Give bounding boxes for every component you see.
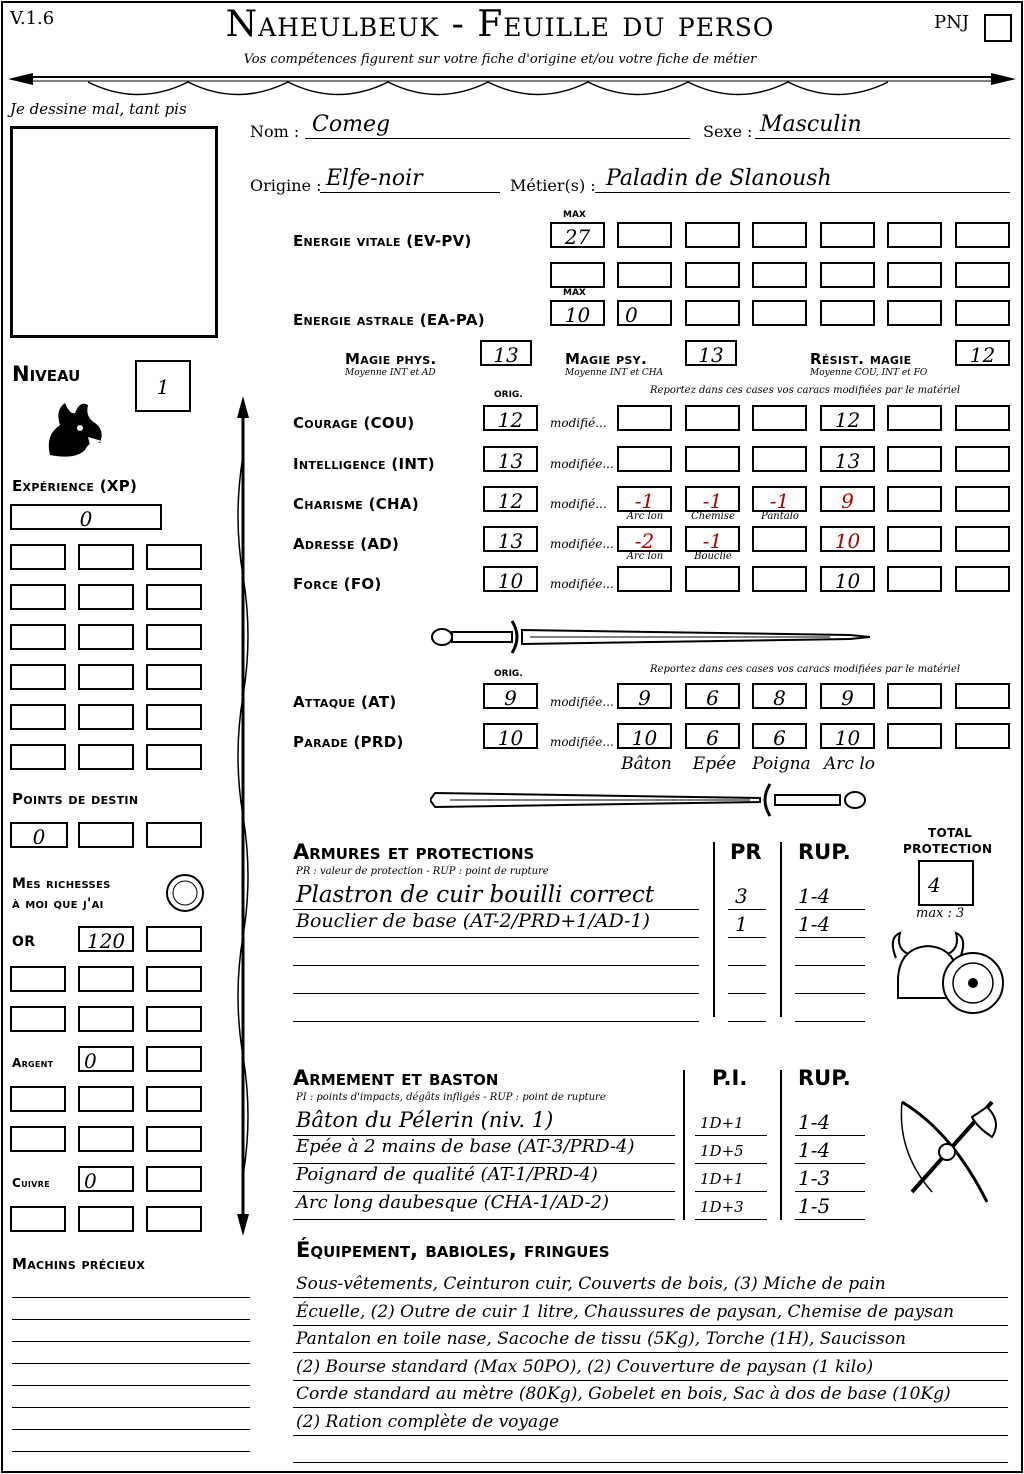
combat-mod-box-4[interactable]: 10 xyxy=(820,723,875,749)
carac-sub-note-3: Pantalo xyxy=(761,511,799,522)
xp-box-r3-c2[interactable] xyxy=(78,624,134,650)
xp-box-r6-c1[interactable] xyxy=(10,744,66,770)
money-box-r7-c3[interactable] xyxy=(146,1166,202,1192)
armor-name-line[interactable] xyxy=(293,936,699,938)
machins-line-2[interactable] xyxy=(12,1318,250,1320)
equipment-line-text: (2) Bourse standard (Max 50PO), (2) Couverture de paysan (1 kilo) xyxy=(296,1356,874,1377)
carac-mod-box-5[interactable] xyxy=(887,486,942,512)
carac-mod-box-4[interactable]: 10 xyxy=(820,566,875,592)
carac-mod-box-3[interactable]: -1 xyxy=(752,486,807,512)
vital-box-r3-c3[interactable] xyxy=(685,300,740,326)
carac-mod-box-2[interactable] xyxy=(685,446,740,472)
carac-mod-box-1[interactable] xyxy=(617,566,672,592)
money-box-r2-c2[interactable] xyxy=(78,966,134,992)
vital-box-r2-c5[interactable] xyxy=(820,262,875,288)
ev-max-label: MAX xyxy=(563,210,586,220)
origine-value: Elfe-noir xyxy=(326,166,423,191)
combat-mod-label: modifiée... xyxy=(550,735,614,749)
carac-mod-box-5[interactable] xyxy=(887,526,942,552)
weapon-item-rup: 1-4 xyxy=(798,1138,831,1162)
equipment-line-text: Sous-vêtements, Ceinturon cuir, Couverts de bois, (3) Miche de pain xyxy=(296,1274,886,1294)
combat-mod-box-2[interactable]: 6 xyxy=(685,683,740,709)
money-box-r4-c3[interactable] xyxy=(146,1046,202,1072)
weapon-pi-line[interactable] xyxy=(695,1134,767,1136)
carac-mod-box-6[interactable] xyxy=(955,566,1010,592)
carac-mod-box-2[interactable] xyxy=(685,566,740,592)
equipment-line[interactable] xyxy=(293,1351,1008,1353)
vital-box-r1-c6[interactable] xyxy=(887,222,942,248)
orig-label: ORIG. xyxy=(494,390,523,400)
vital-box-r1-c7[interactable] xyxy=(955,222,1010,248)
money-box-r8-c3[interactable] xyxy=(146,1206,202,1232)
cuivre-label: Cuivre xyxy=(12,1176,50,1190)
carac-mod-box-2[interactable]: -1 xyxy=(685,526,740,552)
carac-mod-box-2[interactable] xyxy=(685,405,740,431)
weapon-item-pi: 1D+1 xyxy=(700,1170,744,1188)
armor-pr-line[interactable] xyxy=(728,964,766,966)
niveau-label: Niveau xyxy=(12,362,81,386)
carac-label: Courage (COU) xyxy=(293,414,415,432)
armor-pr-line[interactable] xyxy=(728,908,766,910)
money-box-r3-c3[interactable] xyxy=(146,1006,202,1032)
xp-box-r1-c1[interactable] xyxy=(10,544,66,570)
machins-line-1[interactable] xyxy=(12,1296,250,1298)
weapon-item-rup: 1-5 xyxy=(798,1194,831,1218)
combat-orig-box[interactable]: 9 xyxy=(483,683,538,709)
metier-value: Paladin de Slanoush xyxy=(606,166,832,191)
carac-mod-box-1[interactable]: -1 xyxy=(617,486,672,512)
weapon-name-line[interactable] xyxy=(293,1218,675,1220)
vital-box-r2-c2[interactable] xyxy=(617,262,672,288)
weapon-rup-line[interactable] xyxy=(795,1134,865,1136)
magie-phys-label: Magie phys. xyxy=(345,350,437,368)
vital-box-r1-c3[interactable] xyxy=(685,222,740,248)
richesses-label-1: Mes richesses xyxy=(12,876,111,892)
carac-mod-box-4[interactable]: 9 xyxy=(820,486,875,512)
carac-orig-box[interactable]: 13 xyxy=(483,526,538,552)
armor-name-line[interactable] xyxy=(293,964,699,966)
carac-mod-box-2[interactable]: -1 xyxy=(685,486,740,512)
carac-label: Force (FO) xyxy=(293,575,382,593)
ea-max-label: MAX xyxy=(563,288,586,298)
armor-name-line[interactable] xyxy=(293,1020,699,1022)
richesses-label-2: à moi que j'ai xyxy=(12,896,104,912)
weapon-pi-line[interactable] xyxy=(695,1162,767,1164)
page-subtitle: Vos compétences figurent sur votre fiche d'origine et/ou votre fiche de métier xyxy=(243,52,757,67)
vital-box-r2-c7[interactable] xyxy=(955,262,1010,288)
combat-orig-box[interactable]: 10 xyxy=(483,723,538,749)
niveau-box[interactable]: 1 xyxy=(135,360,191,412)
machins-line-5[interactable] xyxy=(12,1384,250,1386)
carac-mod-label: modifié... xyxy=(550,416,607,430)
combat-weapon-label-4: Arc lo xyxy=(824,754,875,774)
vital-box-r3-c5[interactable] xyxy=(820,300,875,326)
equipment-title: Équipement, babioles, fringues xyxy=(296,1238,610,1262)
sword-icon xyxy=(430,780,870,820)
vital-box-r1-c1[interactable]: 27 xyxy=(550,222,605,248)
carac-orig-box[interactable]: 10 xyxy=(483,566,538,592)
machins-line-4[interactable] xyxy=(12,1362,250,1364)
armor-title: Armures et protections xyxy=(293,840,535,864)
equipment-line-text: Corde standard au mètre (80Kg), Gobelet en bois, Sac à dos de base (10Kg) xyxy=(296,1384,951,1404)
carac-label: Charisme (CHA) xyxy=(293,495,419,513)
carac-mod-box-6[interactable] xyxy=(955,446,1010,472)
carac-label: Adresse (AD) xyxy=(293,535,400,553)
portrait-box[interactable] xyxy=(10,126,218,338)
weapon-item-name: Arc long daubesque (CHA-1/AD-2) xyxy=(296,1192,609,1213)
total-max-note: max : 3 xyxy=(916,906,965,921)
dragon-icon xyxy=(40,395,110,465)
xp-box-r5-c2[interactable] xyxy=(78,704,134,730)
carac-mod-label: modifiée... xyxy=(550,457,614,471)
weapon-item-name: Poignard de qualité (AT-1/PRD-4) xyxy=(296,1164,598,1185)
xp-box-r4-c3[interactable] xyxy=(146,664,202,690)
machins-line-8[interactable] xyxy=(12,1450,250,1452)
armor-item-rup: 1-4 xyxy=(798,912,831,936)
carac-sub-note-1: Arc lon xyxy=(626,551,664,562)
weapons-note: PI : points d'impacts, dégâts infligés - RUP : point de rupture xyxy=(296,1092,606,1103)
weapon-item-pi: 1D+5 xyxy=(700,1142,744,1160)
machins-line-3[interactable] xyxy=(12,1340,250,1342)
armor-item-name: Plastron de cuir bouilli correct xyxy=(296,882,655,908)
armor-rup-line[interactable] xyxy=(795,992,865,994)
money-box-r1-c3[interactable] xyxy=(146,926,202,952)
weapon-item-pi: 1D+1 xyxy=(700,1114,744,1132)
total-label-1: TOTAL xyxy=(928,826,973,840)
sexe-value: Masculin xyxy=(760,112,862,137)
carac-sub-note-2: Bouclie xyxy=(694,551,732,562)
weapons-rup-header: RUP. xyxy=(798,1066,851,1090)
xp-box-r3-c1[interactable] xyxy=(10,624,66,650)
xp-box[interactable]: 0 xyxy=(10,504,162,530)
magie-psy-note: Moyenne INT et CHA xyxy=(565,368,664,378)
equipment-line-text: Pantalon en toile nase, Sacoche de tissu (5Kg), Torche (1H), Saucisson xyxy=(296,1329,906,1349)
equipment-line[interactable] xyxy=(293,1379,1008,1381)
combat-mod-box-6[interactable] xyxy=(955,683,1010,709)
combat-weapon-label-3: Poigna xyxy=(752,754,811,774)
xp-box-r1-c2[interactable] xyxy=(78,544,134,570)
or-label: OR xyxy=(12,934,36,950)
pnj-checkbox[interactable] xyxy=(984,14,1012,42)
magie-phys-note: Moyenne INT et AD xyxy=(345,368,436,378)
combat-mod-box-1[interactable]: 9 xyxy=(617,683,672,709)
machins-label: Machins précieux xyxy=(12,1255,146,1273)
armor-item-pr: 3 xyxy=(735,884,748,908)
nom-value: Comeg xyxy=(312,112,391,137)
combat-mod-box-5[interactable] xyxy=(887,683,942,709)
or-box[interactable]: 120 xyxy=(78,926,134,952)
combat-mod-box-5[interactable] xyxy=(887,723,942,749)
armor-rup-line[interactable] xyxy=(795,1020,865,1022)
machins-line-7[interactable] xyxy=(12,1428,250,1430)
resist-magie-box[interactable]: 12 xyxy=(955,340,1010,366)
carac-orig-box[interactable]: 13 xyxy=(483,446,538,472)
money-box-r5-c3[interactable] xyxy=(146,1086,202,1112)
ev-label: Energie vitale (EV-PV) xyxy=(293,232,472,250)
armor-rup-line[interactable] xyxy=(795,936,865,938)
weapon-item-rup: 1-4 xyxy=(798,1110,831,1134)
combat-label: Parade (PRD) xyxy=(293,733,404,751)
xp-box-r2-c1[interactable] xyxy=(10,584,66,610)
armor-note: PR : valeur de protection - RUP : point de rupture xyxy=(296,866,549,877)
cuivre-box[interactable]: 0 xyxy=(78,1166,134,1192)
xp-box-r2-c2[interactable] xyxy=(78,584,134,610)
money-box-r2-c1[interactable] xyxy=(10,966,66,992)
money-box-r5-c1[interactable] xyxy=(10,1086,66,1112)
portrait-caption: Je dessine mal, tant pis xyxy=(10,100,187,118)
vital-box-r1-c2[interactable] xyxy=(617,222,672,248)
armor-divider-1 xyxy=(713,842,715,1017)
xp-box-r5-c3[interactable] xyxy=(146,704,202,730)
sexe-label: Sexe : xyxy=(703,122,753,141)
carac-mod-box-1[interactable]: -2 xyxy=(617,526,672,552)
carac-label: Intelligence (INT) xyxy=(293,455,435,473)
armor-name-line[interactable] xyxy=(293,992,699,994)
combat-mod-box-1[interactable]: 10 xyxy=(617,723,672,749)
carac-mod-box-1[interactable] xyxy=(617,405,672,431)
equipment-line-text: Écuelle, (2) Outre de cuir 1 litre, Chaussures de paysan, Chemise de paysan xyxy=(296,1301,955,1322)
equipment-line[interactable] xyxy=(293,1296,1008,1298)
xp-box-r4-c2[interactable] xyxy=(78,664,134,690)
carac-mod-box-6[interactable] xyxy=(955,405,1010,431)
helmet-shield-icon xyxy=(888,928,1008,1028)
xp-box-r6-c2[interactable] xyxy=(78,744,134,770)
vital-box-r2-c1[interactable] xyxy=(550,262,605,288)
armor-item-name: Bouclier de base (AT-2/PRD+1/AD-1) xyxy=(296,910,650,932)
xp-box-r6-c3[interactable] xyxy=(146,744,202,770)
combat-weapon-label-2: Epée xyxy=(692,754,737,774)
combat-mod-box-3[interactable]: 8 xyxy=(752,683,807,709)
money-box-r3-c2[interactable] xyxy=(78,1006,134,1032)
combat-mod-box-4[interactable]: 9 xyxy=(820,683,875,709)
sword-icon xyxy=(430,617,870,657)
weapon-rup-line[interactable] xyxy=(795,1162,865,1164)
carac-mod-box-3[interactable] xyxy=(752,405,807,431)
weapon-pi-line[interactable] xyxy=(695,1218,767,1220)
resist-magie-note: Moyenne COU, INT et FO xyxy=(810,368,928,378)
xp-box-r2-c3[interactable] xyxy=(146,584,202,610)
weapon-item-rup: 1-3 xyxy=(798,1166,831,1190)
carac-mod-box-4[interactable]: 12 xyxy=(820,405,875,431)
weapon-pi-line[interactable] xyxy=(695,1190,767,1192)
weapon-rup-line[interactable] xyxy=(795,1190,865,1192)
crossed-weapons-icon xyxy=(892,1092,1002,1212)
vital-box-r2-c4[interactable] xyxy=(752,262,807,288)
vital-box-r2-c6[interactable] xyxy=(887,262,942,288)
vital-box-r1-c5[interactable] xyxy=(820,222,875,248)
weapons-pi-header: P.I. xyxy=(712,1066,748,1090)
carac-orig-box[interactable]: 12 xyxy=(483,486,538,512)
equipment-line[interactable] xyxy=(293,1434,1008,1436)
total-protection-box[interactable]: 4 xyxy=(918,860,974,906)
armor-item-rup: 1-4 xyxy=(798,884,831,908)
money-box-r5-c2[interactable] xyxy=(78,1086,134,1112)
argent-label: Argent xyxy=(12,1056,54,1070)
carac-mod-label: modifiée... xyxy=(550,577,614,591)
carac-orig-box[interactable]: 12 xyxy=(483,405,538,431)
xp-box-r1-c3[interactable] xyxy=(146,544,202,570)
report-note-combat: Reportez dans ces cases vos caracs modifiées par le matériel xyxy=(650,664,961,675)
weapons-title: Armement et baston xyxy=(293,1066,499,1090)
weapon-item-pi: 1D+3 xyxy=(700,1198,744,1216)
destin-label: Points de destin xyxy=(12,790,139,808)
destin-box-3[interactable] xyxy=(146,822,202,848)
version-label: V.1.6 xyxy=(10,8,55,29)
armor-divider-2 xyxy=(780,842,782,1017)
page-title: Naheulbeuk - Feuille du perso xyxy=(225,4,775,45)
carac-sub-note-2: Chemise xyxy=(691,511,735,522)
money-box-r6-c3[interactable] xyxy=(146,1126,202,1152)
machins-line-6[interactable] xyxy=(12,1406,250,1408)
destin-box-1[interactable]: 0 xyxy=(10,822,68,848)
ea-label: Energie astrale (EA-PA) xyxy=(293,311,485,329)
weapon-rup-line[interactable] xyxy=(795,1218,865,1220)
origine-label: Origine : xyxy=(250,176,322,195)
pnj-label: PNJ xyxy=(934,12,970,33)
armor-pr-header: PR xyxy=(730,840,762,864)
money-box-r8-c1[interactable] xyxy=(10,1206,66,1232)
money-box-r8-c2[interactable] xyxy=(78,1206,134,1232)
magie-phys-box[interactable]: 13 xyxy=(480,340,532,366)
equipment-line-text: (2) Ration complète de voyage xyxy=(296,1411,560,1432)
equipment-line[interactable] xyxy=(293,1406,1008,1408)
vital-box-r2-c3[interactable] xyxy=(685,262,740,288)
vital-box-r3-c2[interactable]: 0 xyxy=(617,300,672,326)
equipment-line[interactable] xyxy=(293,1461,1008,1463)
carac-mod-box-5[interactable] xyxy=(887,566,942,592)
carac-mod-box-5[interactable] xyxy=(887,405,942,431)
armor-pr-line[interactable] xyxy=(728,992,766,994)
xp-box-r3-c3[interactable] xyxy=(146,624,202,650)
carac-mod-box-5[interactable] xyxy=(887,446,942,472)
resist-magie-label: Résist. magie xyxy=(810,350,912,368)
carac-mod-box-3[interactable] xyxy=(752,566,807,592)
money-box-r6-c2[interactable] xyxy=(78,1126,134,1152)
combat-mod-box-2[interactable]: 6 xyxy=(685,723,740,749)
armor-rup-header: RUP. xyxy=(798,840,851,864)
armor-pr-line[interactable] xyxy=(728,936,766,938)
armor-rup-line[interactable] xyxy=(795,964,865,966)
nom-label: Nom : xyxy=(250,122,300,141)
carac-mod-box-3[interactable] xyxy=(752,446,807,472)
argent-box[interactable]: 0 xyxy=(78,1046,134,1072)
combat-label: Attaque (AT) xyxy=(293,693,397,711)
carac-mod-box-4[interactable]: 13 xyxy=(820,446,875,472)
xp-label: Expérience (XP) xyxy=(12,477,138,495)
combat-weapon-label-1: Bâton xyxy=(621,754,672,774)
destin-box-2[interactable] xyxy=(78,822,134,848)
vital-box-r3-c7[interactable] xyxy=(955,300,1010,326)
combat-mod-box-3[interactable]: 6 xyxy=(752,723,807,749)
magie-psy-box[interactable]: 13 xyxy=(685,340,737,366)
xp-box-r4-c1[interactable] xyxy=(10,664,66,690)
metier-label: Métier(s) : xyxy=(510,176,596,195)
carac-mod-box-3[interactable] xyxy=(752,526,807,552)
armor-rup-line[interactable] xyxy=(795,908,865,910)
carac-mod-box-6[interactable] xyxy=(955,526,1010,552)
combat-mod-box-6[interactable] xyxy=(955,723,1010,749)
weapon-item-name: Bâton du Pélerin (niv. 1) xyxy=(296,1108,554,1132)
money-box-r3-c1[interactable] xyxy=(10,1006,66,1032)
combat-mod-label: modifiée... xyxy=(550,695,614,709)
vital-box-r3-c1[interactable]: 10 xyxy=(550,300,605,326)
carac-mod-label: modifié... xyxy=(550,497,607,511)
xp-box-r5-c1[interactable] xyxy=(10,704,66,730)
total-label-2: PROTECTION xyxy=(903,842,993,856)
money-box-r6-c1[interactable] xyxy=(10,1126,66,1152)
orig-label-combat: ORIG. xyxy=(494,669,523,679)
carac-mod-box-1[interactable] xyxy=(617,446,672,472)
report-note: Reportez dans ces cases vos caracs modifiées par le matériel xyxy=(650,385,961,396)
magie-psy-label: Magie psy. xyxy=(565,350,647,368)
armor-item-pr: 1 xyxy=(735,912,748,936)
armor-pr-line[interactable] xyxy=(728,1020,766,1022)
weapons-divider-2 xyxy=(780,1070,782,1220)
vital-box-r1-c4[interactable] xyxy=(752,222,807,248)
staff-icon xyxy=(228,396,258,1236)
carac-sub-note-1: Arc lon xyxy=(626,511,664,522)
equipment-line[interactable] xyxy=(293,1324,1008,1326)
vital-box-r3-c6[interactable] xyxy=(887,300,942,326)
carac-mod-box-4[interactable]: 10 xyxy=(820,526,875,552)
vital-box-r3-c4[interactable] xyxy=(752,300,807,326)
weapons-divider-1 xyxy=(683,1070,685,1220)
carac-mod-box-6[interactable] xyxy=(955,486,1010,512)
coin-icon xyxy=(164,872,206,914)
carac-mod-label: modifiée... xyxy=(550,537,614,551)
money-box-r2-c3[interactable] xyxy=(146,966,202,992)
weapon-item-name: Epée à 2 mains de base (AT-3/PRD-4) xyxy=(296,1136,635,1157)
